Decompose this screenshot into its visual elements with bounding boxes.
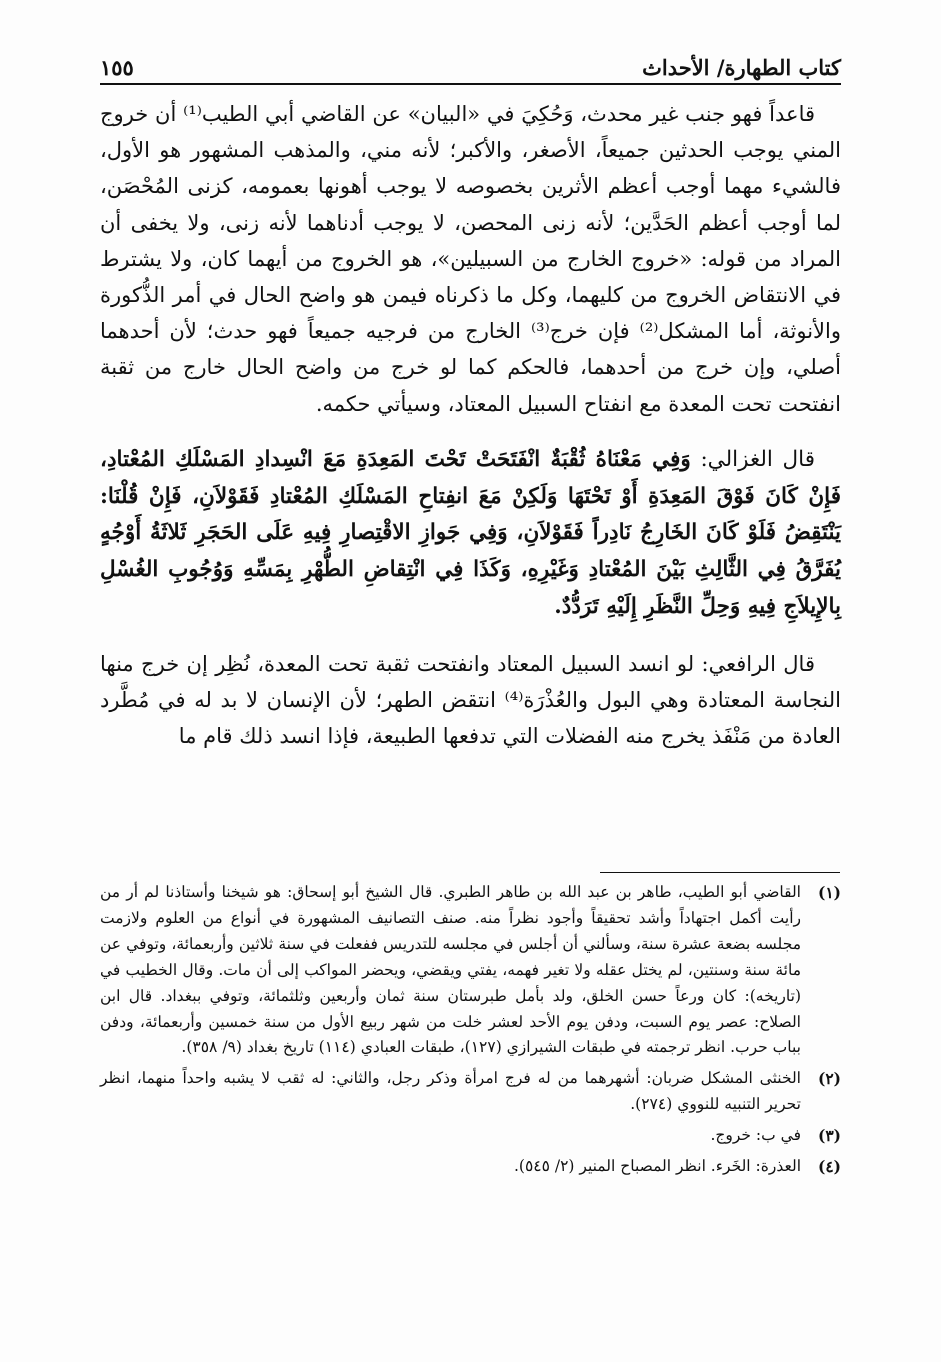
running-title: كتاب الطهارة/ الأحداث bbox=[642, 55, 841, 80]
footnote-3 bbox=[100, 1123, 841, 1149]
header-rule bbox=[100, 83, 841, 85]
footnote-1 bbox=[100, 880, 841, 1061]
page-number: ١٥٥ bbox=[100, 55, 134, 80]
footnote-text: في ب: خروج. bbox=[710, 1126, 801, 1145]
footnote-number: (٣) bbox=[817, 1126, 841, 1146]
footnote-text: القاضي أبو الطيب، طاهر بن عبد الله بن طاهر الطبري. قال الشيخ أبو إسحاق: هو شيخنا وأستاذنا لم أر من رأيت أكمل اجتهاداً وأشد تحقيقاً وأجود نظراً منه. صنف التصانيف المشهورة في أنواع من العلوم ولازمت مجلسه بضعة عشرة سنة، وسألني أن أجلس في مجلسه للتدريس ففعلت في سنة ثلاثين وأربعمائة، وتوفي عن مائة سنة وسنتين، لم يختل عقله ولا تغير فهمه، يفتي ويقضي، ويحضر المواكب إلى أن مات. وقال الخطيب في (تاريخه): كان ورعاً حسن الخلق، ولد بأمل طبرستان سنة ثمان وأربعين وثلثمائة، وتوفي ببغداد. قال ابن الصلاح: عصر يوم السبت، ودفن يوم الأحد لعشر خلت من شهر ربيع الأول من سنة خمسين وأربعمائة، ودفن بباب حرب. انظر ترجمته في طبقات الشيرازي (١٢٧)، طبقات العبادي (١١٤) تاريخ بغداد (٩/ ٣٥٨). bbox=[100, 883, 801, 1057]
footnote-number: (٢) bbox=[817, 1069, 841, 1089]
page-header bbox=[100, 40, 841, 80]
quote-text: وَفِي مَعْنَاهُ ثُقْبَةٌ انْفَتَحَتْ تَحْتَ المَعِدَةِ مَعَ انْسِدادِ المَسْلَكِ المُعْتادِ، فَإِنْ كَانَ فَوْقَ المَعِدَةِ أَوْ تَحْتَهَا وَلَكِنْ مَعَ انفِتاحِ المَسْلَكِ المُعْتادِ فَقَوْلاَنِ، فَإِنْ قُلْنَا: يَنْتَقِضُ فَلَوْ كَانَ الخَارِجُ نَادِراً فَقَوْلاَنِ، وَفِي جَوازِ الاقْتِصارِ فِيهِ عَلَى الحَجَرِ ثَلاثَةُ أَوْجُهٍ يُفَرَّقُ فِي الثَّالِثِ بَيْنَ المُعْتادِ وَغَيْرِهِ، وَكَذَا فِي انْتِقاضِ الطُّهْرِ بِمَسِّهِ وَوُجُوبِ الغُسْلِ بِالإِيلاَجِ فِيهِ وَحِلِّ النَّظَرِ إِلَيْهِ تَرَدُّدٌ. bbox=[100, 446, 841, 620]
commentary-paragraph-2: قال الرافعي: لو انسد السبيل المعتاد وانفتحت ثقبة تحت المعدة، نُظِر إن خرج منها النجاسة المعتادة وهي البول والعُذْرَة⁽⁴⁾ انتقض الطهر؛ لأن الإنسان لا بد له في مُطَّرد العادة من مَنْفَذ يخرج منه الفضلات التي تدفعها الطبيعة، فإذا انسد ذلك قام ما bbox=[100, 651, 841, 749]
footnote-number: (٤) bbox=[817, 1157, 841, 1177]
quote-lead: قال الغزالي: bbox=[690, 446, 815, 472]
footnote-4 bbox=[100, 1154, 841, 1180]
footnotes bbox=[100, 880, 841, 1185]
commentary-paragraph-1: قاعداً فهو جنب غير محدث، وَحُكِيَ في «البيان» عن القاضي أبي الطيب⁽¹⁾ أن خروج المني يوجب الحدثين جميعاً، الأصغر، والأكبر؛ لأنه مني، والمذهب المشهور هو الأول، فالشيء مهما أوجب أعظم الأثرين بخصوصه لا يوجب أهونها بعمومه، كزنى المُحْصَن، لما أوجب أعظم الحَدَّين؛ لأنه زنى المحصن، لا يوجب أدناهما لأنه زنى، ولا يخفى أن المراد من قوله: «خروج الخارج من السبيلين»، هو الخروج من أيهما كان، ولا يشترط في الانتقاض الخروج من كليهما، وكل ما ذكرناه فيمن هو واضح الحال في أمر الذُّكورة والأنوثة، أما المشكل⁽²⁾ فإن خرج⁽³⁾ الخارج من فرجيه جميعاً فهو حدث؛ لأن أحدهما أصلي، وإن خرج من أحدهما، فالحكم كما لو خرج من واضح الحال خارج من ثقبة انفتحت تحت المعدة مع انفتاح السبيل المعتاد، وسيأتي حكمه. bbox=[100, 102, 841, 416]
footnote-number: (١) bbox=[817, 883, 841, 902]
main-text bbox=[100, 96, 841, 774]
ghazali-quote bbox=[100, 442, 841, 626]
footnote-rule bbox=[600, 872, 840, 873]
footnote-2 bbox=[100, 1066, 841, 1118]
footnote-text: الخنثى المشكل ضربان: أشهرهما من له فرج امرأة وذكر رجل، والثاني: له ثقب لا يشبه واحداً منهما، انظر تحرير التنبيه للنووي (٢٧٤). bbox=[100, 1069, 801, 1114]
footnote-text: العذرة: الخَرء. انظر المصباح المنير (٢/ ٥٤٥). bbox=[513, 1157, 801, 1176]
